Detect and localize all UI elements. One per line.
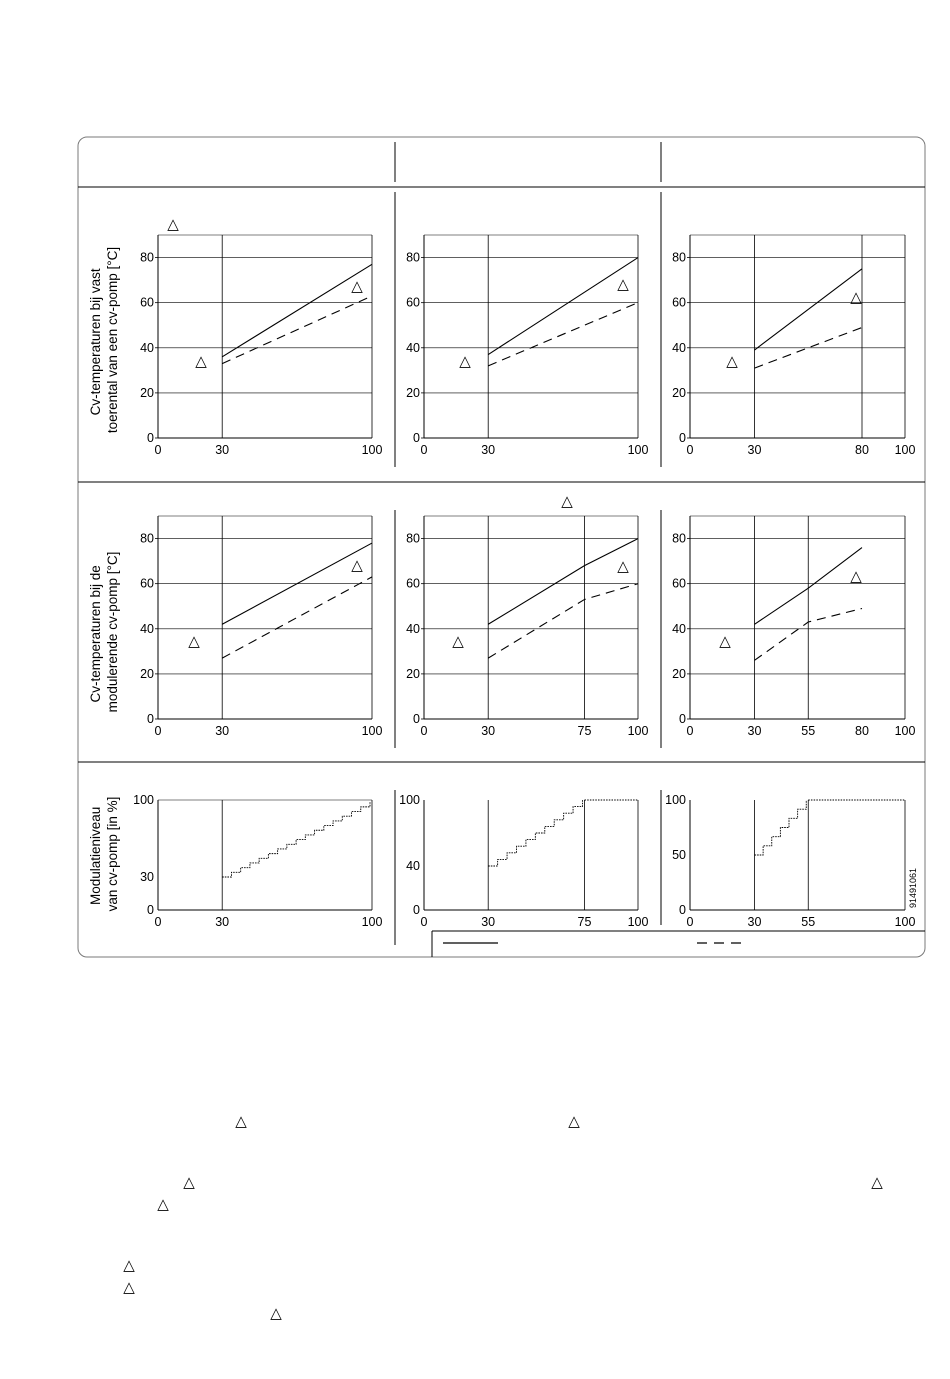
chart-r2c1 (140, 516, 382, 738)
y-tick-label: 40 (140, 340, 154, 355)
x-tick-label: 100 (894, 724, 916, 738)
warning-triangle-icon: △ (726, 353, 738, 370)
outer-border (78, 137, 925, 957)
series-modulation (755, 800, 807, 855)
y-tick-label: 40 (406, 621, 420, 636)
chart-r3c1 (133, 793, 382, 929)
series-solid (488, 539, 638, 625)
x-tick-label: 55 (801, 724, 816, 738)
x-tick-label: 30 (215, 724, 230, 738)
x-tick-label: 100 (361, 915, 383, 929)
warning-triangle-icon: △ (183, 1174, 195, 1191)
x-tick-label: 0 (154, 443, 162, 457)
series-solid (755, 269, 863, 350)
series-dashed (488, 303, 638, 366)
y-tick-label: 100 (399, 793, 420, 807)
x-tick-label: 30 (481, 724, 496, 738)
y-tick-label: 40 (140, 621, 154, 636)
y-tick-label: 0 (147, 712, 154, 726)
x-tick-label: 30 (481, 915, 496, 929)
figure-code: 91491061 (908, 867, 918, 909)
x-tick-label: 30 (215, 915, 230, 929)
series-modulation (222, 802, 370, 877)
x-tick-label: 0 (154, 724, 162, 738)
y-tick-label: 100 (665, 793, 686, 807)
x-tick-label: 30 (747, 915, 762, 929)
y-tick-label: 80 (672, 250, 686, 265)
row-labels (88, 247, 120, 912)
y-tick-label: 60 (140, 295, 154, 310)
x-tick-label: 100 (361, 443, 383, 457)
y-tick-label: 40 (672, 340, 686, 355)
x-tick-label: 0 (686, 443, 694, 457)
row-label-modulation-line-2: van cv-pomp [in %] (105, 796, 120, 912)
chart-r3c2 (399, 793, 648, 929)
x-tick-label: 30 (215, 443, 230, 457)
warning-triangle-icon: △ (235, 1113, 247, 1130)
x-tick-label: 100 (627, 724, 649, 738)
x-tick-label: 0 (420, 915, 428, 929)
y-tick-label: 20 (406, 666, 420, 681)
y-tick-label: 80 (406, 250, 420, 265)
chart-r1c2 (406, 235, 648, 457)
x-tick-label: 80 (855, 724, 869, 738)
y-tick-label: 20 (406, 385, 420, 400)
y-tick-label: 80 (672, 531, 686, 546)
y-tick-label: 60 (672, 295, 686, 310)
x-tick-label: 30 (481, 443, 496, 457)
x-tick-label: 100 (894, 443, 916, 457)
warning-triangle-icon: △ (351, 278, 363, 295)
y-tick-label: 60 (406, 576, 420, 591)
series-dashed (488, 584, 638, 658)
warning-triangle-icon: △ (452, 633, 464, 650)
chart-r2c2 (406, 516, 648, 738)
warning-triangle-icon: △ (157, 1196, 169, 1213)
chart-r2c3 (672, 516, 915, 738)
warning-triangle-icon: △ (195, 353, 207, 370)
x-tick-label: 0 (420, 724, 428, 738)
row-label-modulating-line-1: Cv-temperaturen bij de (88, 565, 103, 703)
x-tick-label: 75 (577, 724, 592, 738)
y-tick-label: 40 (406, 340, 420, 355)
warning-triangle-icon: △ (617, 276, 629, 293)
x-tick-label: 100 (627, 443, 649, 457)
y-tick-label: 0 (413, 712, 420, 726)
chart-r3c3 (665, 793, 915, 929)
y-tick-label: 40 (406, 859, 420, 873)
figure-frame (78, 137, 925, 957)
chart-r1c3 (672, 235, 915, 457)
y-tick-label: 80 (406, 531, 420, 546)
warning-triangle-icon: △ (871, 1174, 883, 1191)
y-tick-label: 40 (672, 621, 686, 636)
warning-triangle-icon: △ (188, 633, 200, 650)
warning-triangle-icon: △ (850, 289, 862, 306)
x-tick-label: 30 (747, 724, 762, 738)
series-solid (488, 258, 638, 355)
y-tick-label: 20 (672, 385, 686, 400)
row-label-modulating-line-2: modulerende cv-pomp [°C] (105, 551, 120, 713)
y-tick-label: 60 (140, 576, 154, 591)
x-tick-label: 0 (420, 443, 428, 457)
y-tick-label: 0 (679, 903, 686, 917)
y-tick-label: 60 (406, 295, 420, 310)
x-tick-label: 80 (855, 443, 869, 457)
x-tick-label: 100 (894, 915, 916, 929)
warning-triangle-icon: △ (123, 1257, 135, 1274)
legend (432, 931, 925, 957)
series-modulation (488, 800, 582, 866)
warning-triangle-icon: △ (617, 558, 629, 575)
row-label-fixed-speed-pump (88, 247, 120, 433)
y-tick-label: 80 (140, 250, 154, 265)
x-tick-label: 55 (801, 915, 816, 929)
warning-triangle-icon: △ (568, 1113, 580, 1130)
x-tick-label: 0 (686, 915, 694, 929)
warning-triangle-icon: △ (123, 1279, 135, 1296)
y-tick-label: 0 (413, 903, 420, 917)
warning-markers (123, 216, 883, 1322)
warning-triangle-icon: △ (850, 568, 862, 585)
y-tick-label: 0 (679, 431, 686, 445)
x-tick-label: 30 (747, 443, 762, 457)
row-label-modulating-pump (88, 552, 120, 713)
y-tick-label: 30 (140, 870, 154, 884)
x-tick-label: 100 (361, 724, 383, 738)
row-label-fixed-speed-line-1: Cv-temperaturen bij vast (88, 268, 103, 416)
series-dashed (222, 296, 372, 364)
warning-triangle-icon: △ (351, 557, 363, 574)
x-tick-label: 0 (686, 724, 694, 738)
y-tick-label: 100 (133, 793, 154, 807)
y-tick-label: 0 (147, 431, 154, 445)
x-tick-label: 75 (577, 915, 592, 929)
series-dashed (222, 577, 372, 658)
warning-triangle-icon: △ (459, 353, 471, 370)
y-tick-label: 20 (140, 385, 154, 400)
y-tick-label: 80 (140, 531, 154, 546)
warning-triangle-icon: △ (167, 216, 179, 233)
row-label-fixed-speed-line-2: toerental van een cv-pomp [°C] (105, 246, 120, 434)
warning-triangle-icon: △ (561, 493, 573, 510)
warning-triangle-icon: △ (270, 1305, 282, 1322)
warning-triangle-icon: △ (719, 633, 731, 650)
y-tick-label: 20 (140, 666, 154, 681)
y-tick-label: 0 (413, 431, 420, 445)
series-solid (222, 264, 372, 356)
y-tick-label: 0 (147, 903, 154, 917)
y-tick-label: 60 (672, 576, 686, 591)
x-tick-label: 100 (627, 915, 649, 929)
y-tick-label: 0 (679, 712, 686, 726)
y-tick-label: 20 (672, 666, 686, 681)
row-label-modulation-level (88, 797, 120, 912)
charts-group (133, 235, 915, 929)
x-tick-label: 0 (154, 915, 162, 929)
chart-r1c1 (140, 235, 382, 457)
y-tick-label: 50 (672, 848, 686, 862)
row-label-modulation-line-1: Modulatieniveau (88, 806, 103, 906)
